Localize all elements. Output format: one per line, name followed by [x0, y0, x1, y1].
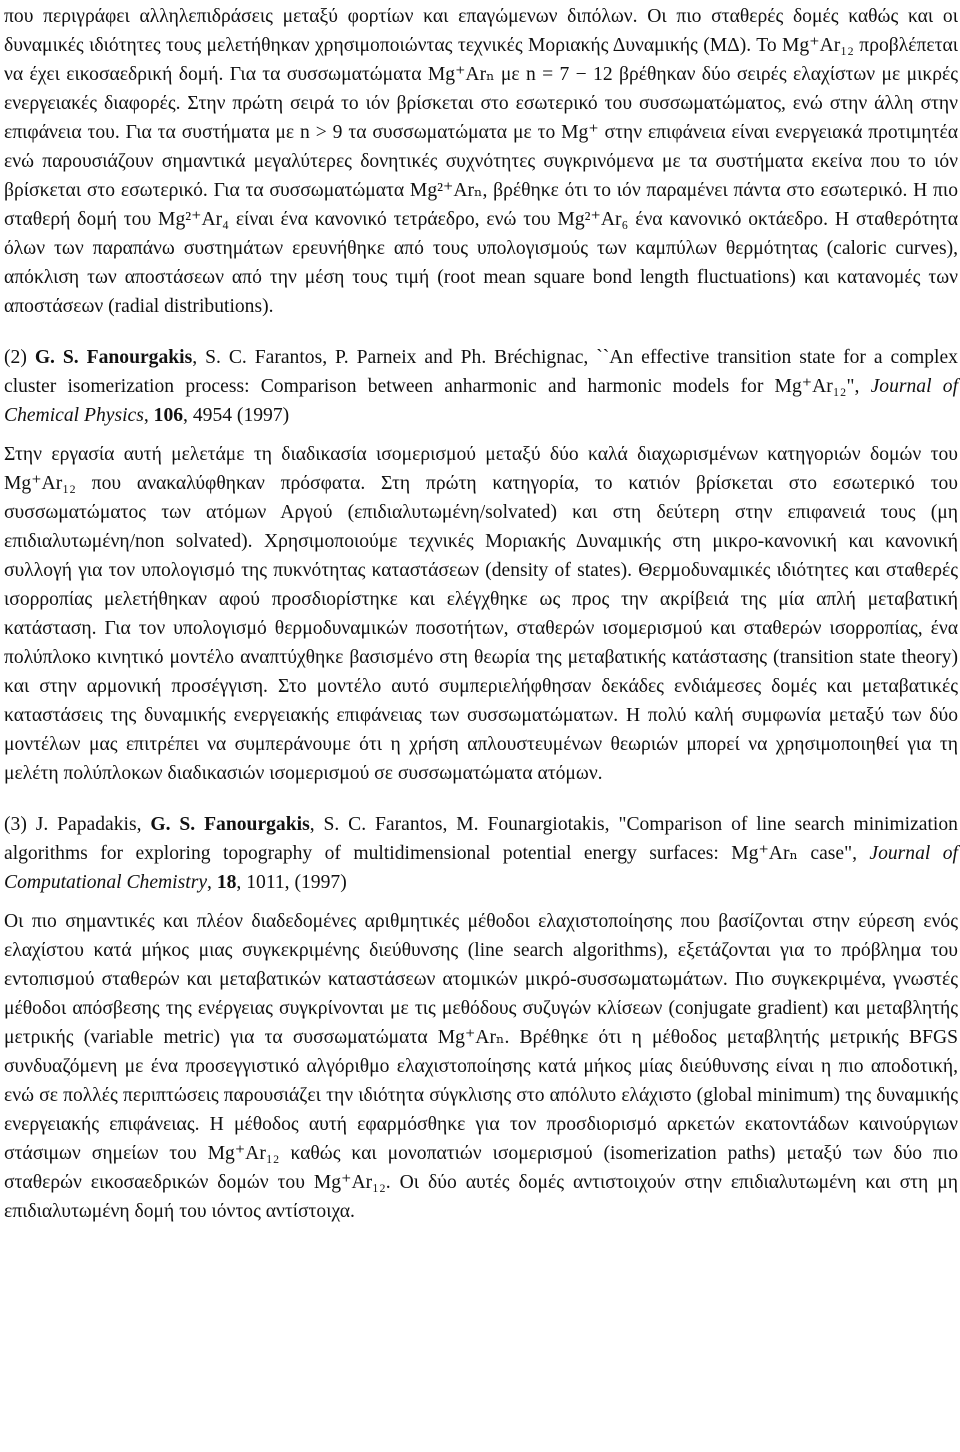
ref2-pages-year: , 4954 (1997) [183, 405, 290, 426]
ref3-pages-year: , 1011, (1997) [236, 872, 347, 893]
ref3-title: "Comparison of line search minimization algorithms for exploring topography of multidimensional potential energy surfaces: Mg⁺Arₙ case", [4, 814, 958, 864]
ref2-abstract: Στην εργασία αυτή μελετάμε τη διαδικασία ισομερισμού μεταξύ δύο καλά διαχωρισμένων κατηγοριών δομών του Mg⁺Ar₁₂ που ανακαλύφθηκαν πρόσφατα. Στη πρώτη κατηγορία, το κατιόν βρίσκεται στο εσωτερικό του συσσωματώματος των ατόμων Αργού (επιδιαλυτωμένη/solvated) και στη δεύτερη στην επιφανειά τους (μη επιδιαλυτωμένη/non solvated). Χρησιμοποιούμε τεχνικές Μοριακής Δυναμικής στη μικρο-κανονική και κανονική συλλογή για τον υπολογισμό της πυκνότητας καταστάσεων (density of states). Θερμοδυναμικές ιδιότητες και σταθερές ισορροπίας μελετήθηκαν αφού προσδιορίστηκε και ελέγχθηκε ως προς την ακρίβειά της μία απλή μεταβατική κατάσταση. Για τον υπολογισμό θερμοδυναμικών ποσοτήτων, σταθερών ισομερισμού και σταθερών ισορροπίας, ένα πολύπλοκο κινητικό μοντέλο αναπτύχθηκε βασισμένο στη θεωρία της μεταβατικής κατάστασης (transition state theory) και στην αρμονική προσέγγιση. Στο μοντέλο αυτό συμπεριελήφθησαν δεκάδες ενδιάμεσες δομές και μεταβατικές καταστάσεις της δυναμικής ενεργειακής επιφάνειας των συσσωματώματων. Η πολύ καλή συμφωνία μεταξύ των δύο μοντέλων μας επιτρέπει να συμπεράνουμε ότι η χρήση απλουστευμένων θεωριών μπορεί να χρησιμοποιηθεί για τη μελέτη πολύπλοκων διαδικασιών ισομερισμού σε συσσωματώματα ατόμων. [4, 444, 958, 784]
ref3-citation: (3) J. Papadakis, G. S. Fanourgakis, S. C. Farantos, M. Founargiotakis, "Comparison of line search minimization algorithms for exploring topography of multidimensional potential energy surfaces: Mg⁺Arₙ case", Journal of Computational Chemistry, 18, 1011, (1997) [4, 814, 958, 893]
ref3-coauthors: , S. C. Farantos, M. Founargiotakis, [309, 814, 610, 835]
ref2-journal: Journal of Chemical Physics [4, 376, 959, 426]
ref3-abstract: Οι πιο σημαντικές και πλέον διαδεδομένες αριθμητικές μέθοδοι ελαχιστοποίησης που βασίζονται στην εύρεση ενός ελαχίστου κατά μήκος μιας συγκεκριμένης διεύθυνσης (line search algorithms), εξετάζονται για το πρόβλημα του εντοπισμού σταθερών και μεταβατικών καταστάσεων ατομικών μικρό-συσσωματωμάτων. Πιο συγκεκριμένα, γνωστές μέθοδοι απόσβεσης της ενέργειας συγκρίνονται με τις μεθόδους συζυγών κλίσεων (conjugate gradient) και μεταβλητής μετρικής (variable metric) για τα συσσωματώματα Mg⁺Arₙ. Βρέθηκε ότι η μέθοδος μεταβλητής μετρικής BFGS συνδυαζόμενη με ένα προσεγγιστικό αλγόριθμο ελαχιστοποίησης κατά μήκος μίας διεύθυνσης είναι η πιο αποδοτική, ενώ σε πολλές περιπτώσεις παρουσιάζει την ιδιότητα σύγκλισης στο απόλυτο ελάχιστο (global minimum) της δυναμικής ενεργειακής επιφάνειας. Η μέθοδος αυτή εφαρμόσθηκε για τον προσδιορισμό αρκετών εκατοντάδων καινούργιων στάσιμων σημείων του Mg⁺Ar₁₂ καθώς και μονοπατιών ισομερισμού (isomerization paths) μεταξύ των δύο πιο σταθερών εικοσαεδρικών δομών του Mg⁺Ar₁₂. Οι δύο αυτές δομές αντιστοιχούν στην επιδιαλυτωμένη και στη μη επιδιαλυτωμένη δομή του ιόντος αντίστοιχα. [4, 911, 958, 1222]
ref2-citation: (2) G. S. Fanourgakis, S. C. Farantos, P. Parneix and Ph. Bréchignac, ``An effective transition state for a complex cluster isomerization process: Comparison between anharmonic and harmonic models for Mg⁺Ar₁₂", Journal of Chemical Physics, 106, 4954 (1997) [4, 347, 959, 426]
ref2-coauthors: , S. C. Farantos, P. Parneix and Ph. Bréchignac, [192, 347, 589, 368]
ref3-number: (3) [4, 814, 27, 835]
section1-paragraph: που περιγράφει αλληλεπιδράσεις μεταξύ φορτίων και επαγώμενων διπόλων. Οι πιο σταθερές δομές καθώς και οι δυναμικές ιδιότητες τους μελετήθηκαν χρησιμοποιώντας τεχνικές Μοριακής Δυναμικής (ΜΔ). Το Mg⁺Ar₁₂ προβλέπεται να έχει εικοσαεδρική δομή. Για τα συσσωματώματα Mg⁺Arₙ με n = 7 − 12 βρέθηκαν δύο σειρές ελαχίστων με μικρές ενεργειακές διαφορές. Στην πρώτη σειρά το ιόν βρίσκεται στο εσωτερικό του συσσωματώματος, ενώ στην άλλη στην επιφάνεια του. Για τα συστήματα με n > 9 τα συσσωματώματα με το Mg⁺ στην επιφάνεια είναι ενεργειακά προτιμητέα ενώ παρουσιάζουν σημαντικά μεγαλύτερες δονητικές συχνότητες συγκρινόμενα με τα συστήματα εκείνα που το ιόν βρίσκεται στο εσωτερικό. Για τα συσσωματώματα Mg²⁺Arₙ, βρέθηκε ότι το ιόν παραμένει πάντα στο εσωτερικό. Η πιο σταθερή δομή του Mg²⁺Ar₄ είναι ένα κανονικό τετράεδρο, ενώ του Mg²⁺Ar₆ ένα κανονικό οκτάεδρο. Η σταθερότητα όλων των παραπάνω συστημάτων ερευνήθηκε από τους υπολογισμούς των καμπύλων θερμότητας (caloric curves), απόκλιση των αποστάσεων από την μέση τους τιμή (root mean square bond length fluctuations) και κατανομές των αποστάσεων (radial distributions). [4, 6, 958, 317]
ref2-author-bold: G. S. Fanourgakis [34, 347, 193, 368]
ref2-number: (2) [4, 347, 27, 368]
ref3-author-bold: G. S. Fanourgakis [150, 814, 310, 835]
ref3-journal: Journal of Computational Chemistry [4, 843, 958, 893]
ref3-volume: 18 [216, 872, 237, 893]
ref2-volume: 106 [153, 405, 184, 426]
ref3-lead-author: J. Papadakis, [35, 814, 142, 835]
ref2-title: ``An effective transition state for a complex cluster isomerization process: Comparison between anharmonic and harmonic models for Mg⁺Ar₁₂", [4, 347, 958, 397]
